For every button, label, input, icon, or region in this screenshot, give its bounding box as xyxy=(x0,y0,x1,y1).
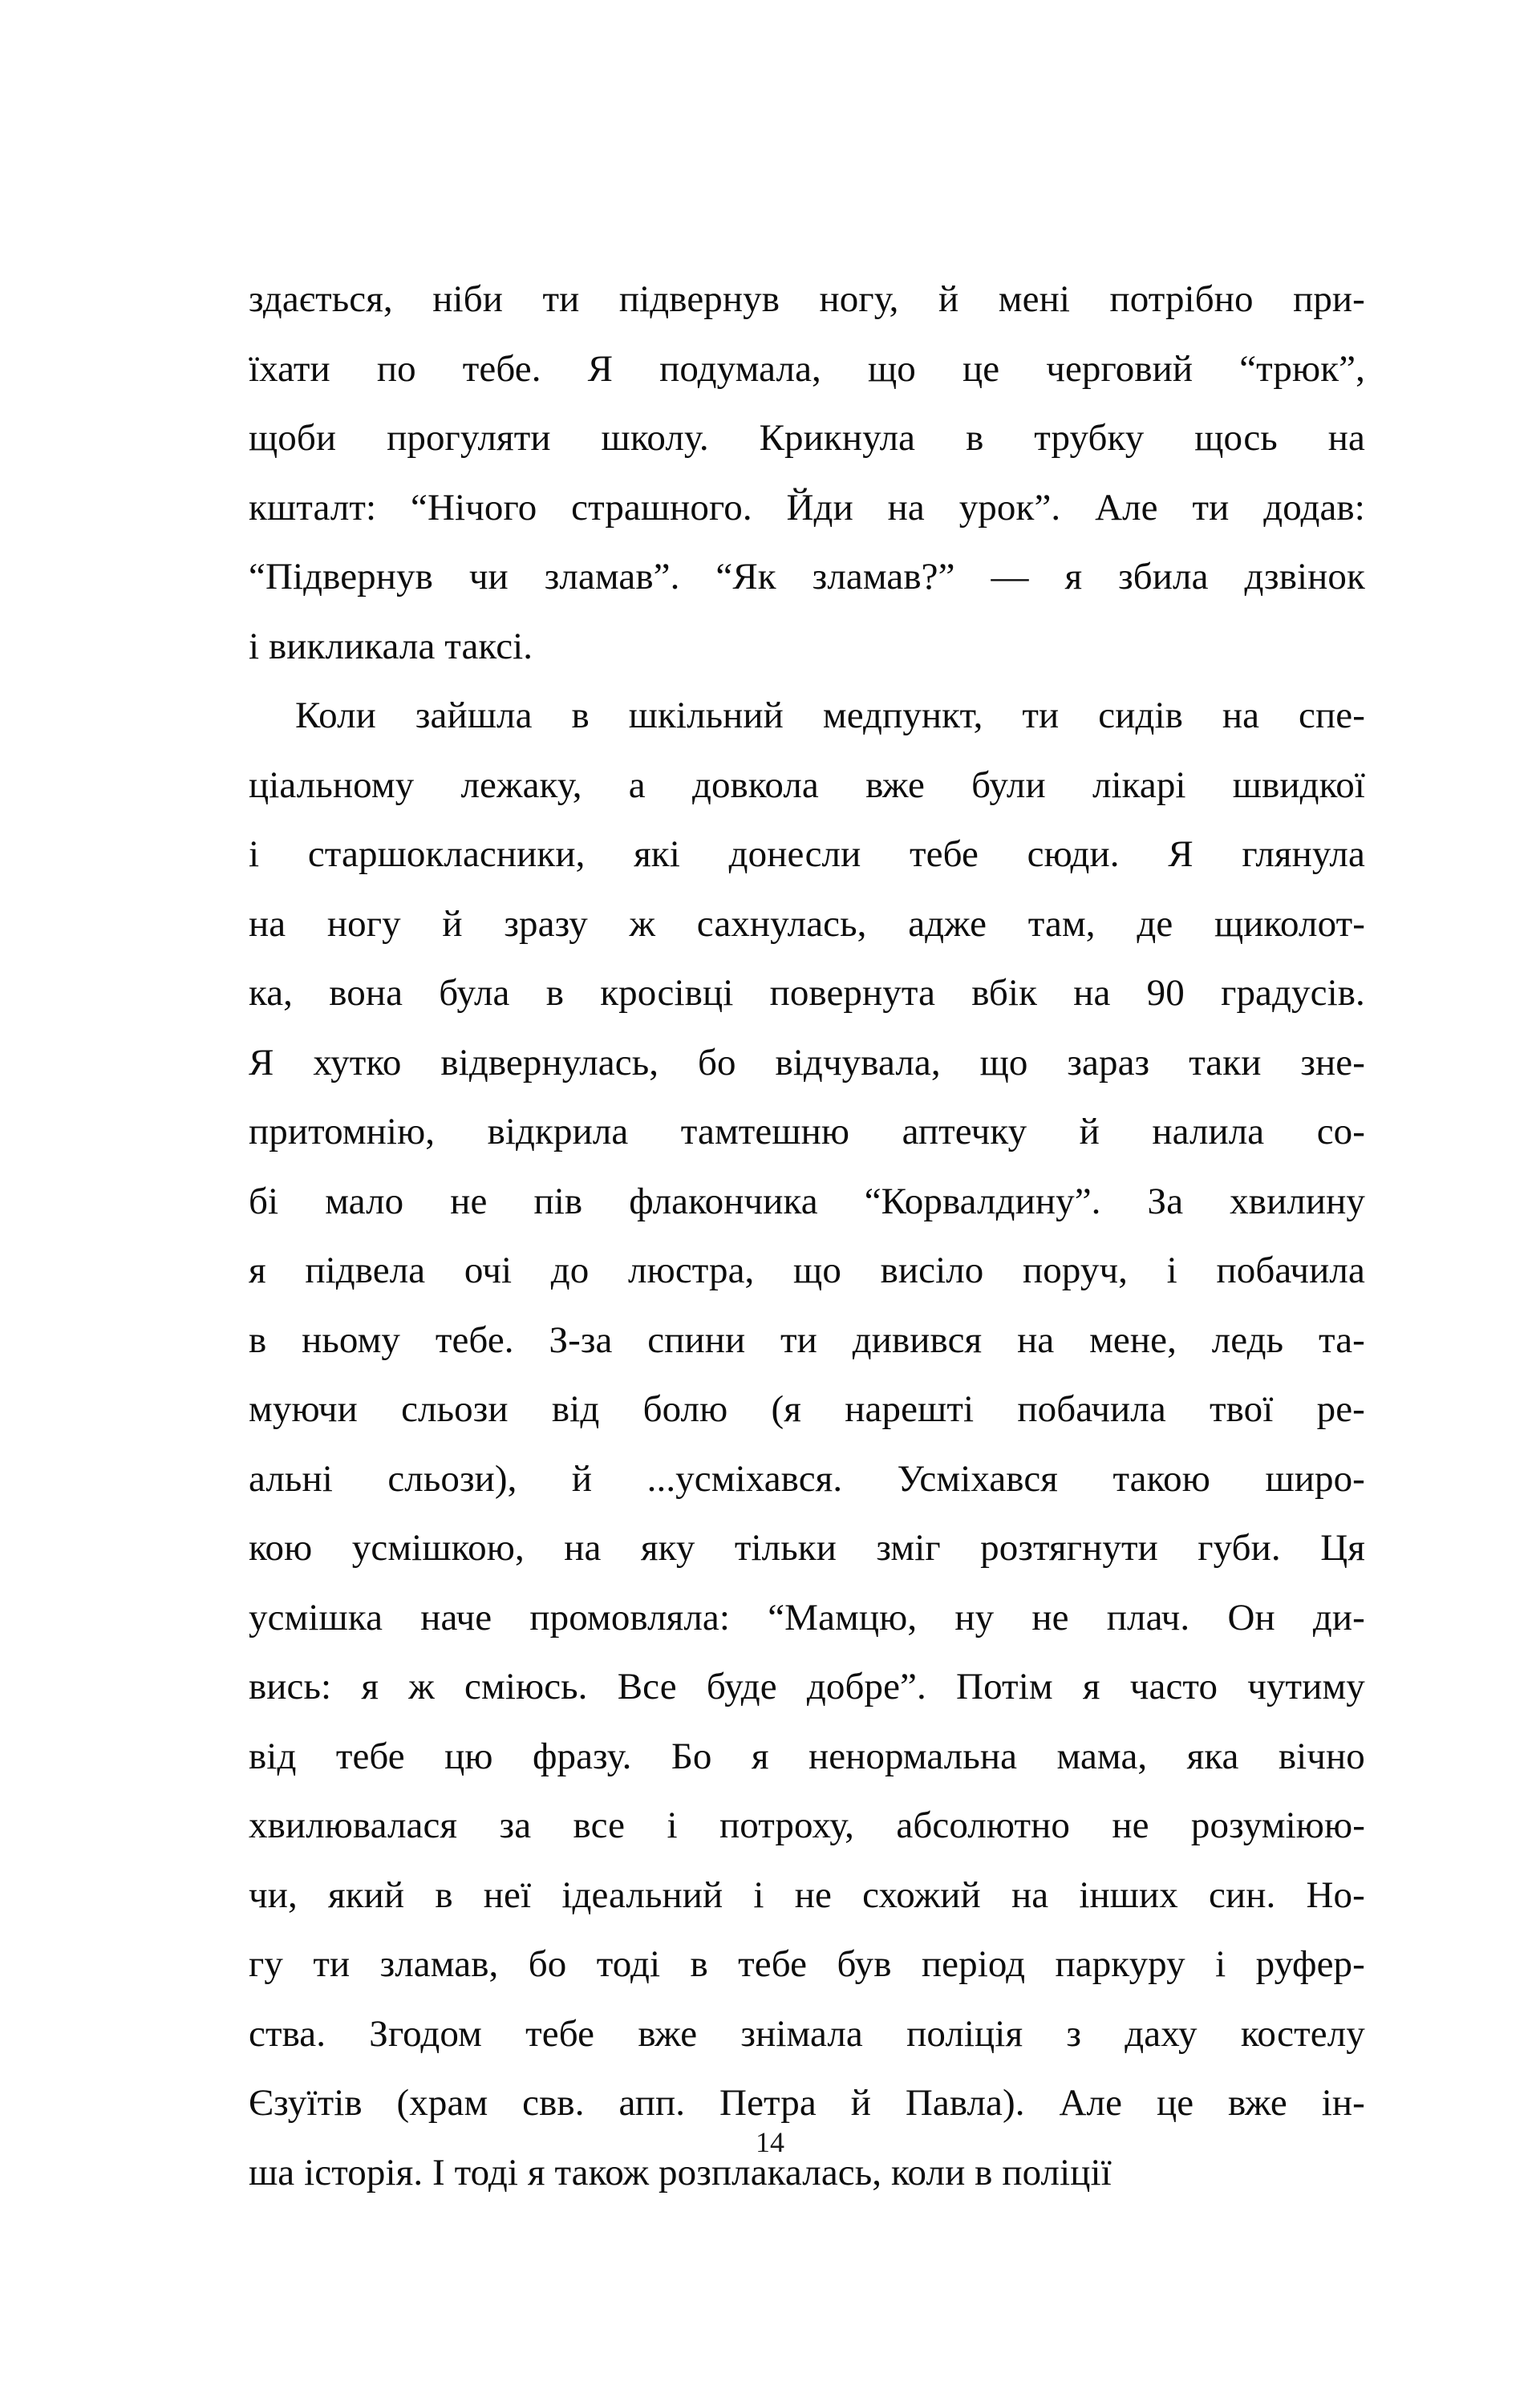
text-line xyxy=(249,1306,1365,1375)
text-line xyxy=(249,1999,1365,2069)
text-word: а xyxy=(628,764,646,806)
text-word: спини xyxy=(647,1319,746,1361)
text-word: зламав”. xyxy=(544,556,680,597)
text-word: урок”. xyxy=(958,486,1061,529)
text-word: Я xyxy=(587,347,614,390)
text-word: Крикнула xyxy=(759,417,916,459)
text-line xyxy=(249,681,1365,751)
text-word: ...усміхався. xyxy=(646,1457,843,1500)
text-word: швидкої xyxy=(1232,764,1365,806)
text-word: син. xyxy=(1209,1873,1276,1916)
text-line xyxy=(249,1097,1365,1167)
text-word: очі xyxy=(464,1250,513,1291)
text-word: кою xyxy=(249,1527,313,1569)
text-word: “Корвалдину”. xyxy=(864,1180,1101,1222)
text-word: пів xyxy=(533,1180,583,1222)
text-word: притомнію, xyxy=(249,1111,436,1152)
text-word: в xyxy=(690,1943,708,1985)
text-word: тамтешню xyxy=(680,1111,850,1152)
text-line xyxy=(249,1444,1365,1514)
text-word: був xyxy=(837,1943,892,1985)
text-word: і xyxy=(1215,1943,1226,1985)
text-word: Все xyxy=(617,1666,677,1707)
text-word: тоді xyxy=(596,1943,661,1985)
text-word: спе- xyxy=(1299,695,1365,736)
text-word: схожий xyxy=(862,1873,981,1916)
text-word: хвилину xyxy=(1230,1180,1365,1222)
text-line xyxy=(249,1930,1365,1999)
text-word: я xyxy=(751,1735,769,1777)
text-word: не xyxy=(1112,1805,1149,1846)
text-word: і xyxy=(1166,1250,1177,1291)
text-line xyxy=(249,1375,1365,1444)
text-word: в xyxy=(571,695,590,736)
text-line xyxy=(249,473,1365,543)
text-word: здається, xyxy=(249,278,393,320)
text-word: тебе. xyxy=(462,347,541,390)
text-word: кросівці xyxy=(600,972,734,1014)
text-word: який xyxy=(328,1873,405,1916)
text-word: Але xyxy=(1059,2082,1123,2124)
text-word: За xyxy=(1147,1180,1184,1222)
text-word: сидів xyxy=(1098,695,1183,736)
text-word: ства. xyxy=(249,2012,326,2055)
text-word: щоби xyxy=(249,417,337,459)
text-word: Потім xyxy=(956,1666,1053,1707)
text-word: неї xyxy=(483,1873,532,1916)
text-word: сльози), xyxy=(387,1457,517,1500)
text-word: буде xyxy=(706,1666,777,1707)
text-word: ін- xyxy=(1321,2082,1365,2124)
text-word: в xyxy=(966,417,984,459)
text-word: дзвінок xyxy=(1244,556,1365,597)
text-word: прогуляти xyxy=(387,417,551,459)
text-word: в xyxy=(435,1873,453,1916)
text-word: Я xyxy=(1168,833,1194,875)
text-word: їхати xyxy=(249,347,330,390)
text-word: ньому xyxy=(302,1319,401,1361)
text-word: дивився xyxy=(852,1319,983,1361)
text-word: лежаку, xyxy=(460,764,582,806)
text-word: та- xyxy=(1319,1319,1365,1361)
text-word: що xyxy=(793,1250,841,1291)
text-word: со- xyxy=(1316,1111,1365,1152)
text-word: інших xyxy=(1079,1873,1178,1916)
text-word: я xyxy=(249,1250,266,1291)
text-word: аптечку xyxy=(902,1111,1027,1152)
text-line xyxy=(249,1722,1365,1792)
text-word: школу. xyxy=(601,417,709,459)
text-word: хвилювалася xyxy=(249,1805,458,1846)
text-word: сюди. xyxy=(1027,833,1120,875)
text-word: нарешті xyxy=(845,1388,975,1430)
text-word: Он xyxy=(1227,1596,1275,1639)
text-word: чи, xyxy=(249,1873,298,1916)
text-word: вона xyxy=(329,972,403,1014)
text-line xyxy=(249,265,1365,334)
text-word: плач. xyxy=(1106,1596,1190,1639)
text-word: ненормальна xyxy=(808,1735,1018,1777)
text-word: в xyxy=(249,1319,267,1361)
text-word: на xyxy=(1222,695,1260,736)
text-word: усмішкою, xyxy=(351,1527,525,1569)
text-line xyxy=(249,542,1365,612)
text-word: до xyxy=(550,1250,590,1291)
text-word: від xyxy=(551,1388,600,1430)
text-word: тебе. xyxy=(435,1319,514,1361)
text-word: чутиму xyxy=(1247,1666,1365,1707)
text-word: мало xyxy=(325,1180,404,1222)
text-word: бі xyxy=(249,1180,279,1222)
text-word: щиколот- xyxy=(1214,902,1365,945)
text-word: тебе xyxy=(910,833,979,875)
text-word: страшного. xyxy=(571,486,752,529)
text-word: руфер- xyxy=(1255,1943,1365,1985)
text-word: відвернулась, xyxy=(440,1041,659,1084)
text-word: (храм xyxy=(396,2082,488,2124)
text-word: відчувала, xyxy=(775,1041,941,1084)
text-word: паркуру xyxy=(1055,1943,1185,1985)
text-word: донесли xyxy=(728,833,861,875)
text-word: промовляла: xyxy=(529,1596,731,1639)
text-line xyxy=(249,820,1365,889)
text-word: чи xyxy=(468,556,509,597)
text-word: і xyxy=(249,833,260,875)
text-word: довкола xyxy=(691,764,819,806)
text-word: і xyxy=(667,1805,678,1846)
text-word: в xyxy=(545,972,565,1014)
text-word: що xyxy=(867,347,916,390)
text-word: при- xyxy=(1293,278,1365,320)
text-word: болю xyxy=(642,1388,728,1430)
text-word: адже xyxy=(908,902,987,945)
text-word: усмішка xyxy=(249,1596,383,1639)
text-word: які xyxy=(634,833,680,875)
text-word: ти xyxy=(542,278,580,320)
text-line xyxy=(249,1652,1365,1722)
text-word: це xyxy=(1156,2082,1194,2124)
text-line xyxy=(249,1028,1365,1098)
text-word: фразу. xyxy=(532,1735,632,1777)
text-word: на xyxy=(1073,972,1111,1014)
text-word: Я xyxy=(249,1041,274,1084)
text-word: ж xyxy=(629,902,656,945)
text-word: черговий xyxy=(1046,347,1194,390)
text-word: підвела xyxy=(305,1250,426,1291)
text-word: на xyxy=(1011,1873,1049,1916)
text-word: — xyxy=(991,556,1029,597)
text-line xyxy=(249,403,1365,473)
text-word: де xyxy=(1137,902,1173,945)
text-word: медпункт, xyxy=(822,695,983,736)
text-word: “трюк”, xyxy=(1239,347,1365,390)
text-word: ди- xyxy=(1312,1596,1365,1639)
text-word: це xyxy=(962,347,1000,390)
text-word: зайшла xyxy=(415,695,533,736)
text-word: зне- xyxy=(1300,1041,1365,1084)
text-word: я xyxy=(361,1666,379,1707)
text-line xyxy=(249,1791,1365,1861)
text-word: вже xyxy=(638,2012,698,2055)
text-word: цю xyxy=(444,1735,493,1777)
text-word: розуміюю- xyxy=(1190,1805,1365,1846)
text-word: наче xyxy=(420,1596,492,1639)
text-word: апп. xyxy=(618,2082,686,2124)
text-line xyxy=(249,889,1365,959)
text-word: люстра, xyxy=(628,1250,755,1291)
text-line xyxy=(249,1861,1365,1930)
text-word: тебе xyxy=(335,1735,405,1777)
text-word: на xyxy=(1327,417,1365,459)
text-word: “Як xyxy=(715,556,776,597)
text-word: тебе xyxy=(525,2012,595,2055)
text-word: з xyxy=(1066,2012,1082,2055)
text-word: на xyxy=(249,902,286,945)
text-word: відкрила xyxy=(487,1111,629,1152)
text-word: старшокласники, xyxy=(307,833,586,875)
text-word: вись: xyxy=(249,1666,332,1707)
text-word: Коли xyxy=(295,695,376,736)
text-line: ша історія. І тоді я також розплакалась, коли в поліції xyxy=(249,2151,1112,2193)
text-word: флакончика xyxy=(629,1180,818,1222)
text-word: ногу, xyxy=(819,278,899,320)
text-word: хутко xyxy=(313,1041,402,1084)
text-word: вічно xyxy=(1278,1735,1365,1777)
page-number: 14 xyxy=(756,2126,784,2158)
text-word: я xyxy=(1064,556,1083,597)
text-word: “Нічого xyxy=(411,486,537,529)
text-word: ну xyxy=(954,1596,995,1639)
text-word: ти xyxy=(313,1943,351,1985)
text-word: все xyxy=(573,1805,626,1846)
text-word: збила xyxy=(1118,556,1209,597)
text-word: тебе xyxy=(738,1943,808,1985)
text-word: “Мамцю, xyxy=(768,1596,918,1639)
text-word: побачила xyxy=(1216,1250,1365,1291)
text-word: вже xyxy=(865,764,925,806)
text-word: вже xyxy=(1228,2082,1287,2124)
text-word: потроху, xyxy=(719,1805,855,1846)
text-word: 90 xyxy=(1146,972,1185,1014)
text-word: З-за xyxy=(549,1319,613,1361)
text-word: ідеальний xyxy=(561,1873,723,1916)
text-word: були xyxy=(971,764,1046,806)
text-word: розтягнути xyxy=(980,1527,1158,1569)
text-word: Бо xyxy=(671,1735,712,1777)
text-word: на xyxy=(1017,1319,1055,1361)
text-line xyxy=(249,958,1365,1028)
text-word: ре- xyxy=(1316,1388,1365,1430)
text-word: яка xyxy=(1186,1735,1239,1777)
text-word: широ- xyxy=(1265,1457,1365,1500)
text-word: твої xyxy=(1210,1388,1274,1430)
text-word: за xyxy=(499,1805,532,1846)
text-word: зразу xyxy=(504,902,588,945)
text-word: Но- xyxy=(1306,1873,1365,1916)
text-word: ка, xyxy=(249,972,294,1014)
text-word: Єзуїтів xyxy=(249,2082,363,2124)
text-line xyxy=(249,1583,1365,1653)
text-word: мене, xyxy=(1089,1319,1177,1361)
text-word: альні xyxy=(249,1457,333,1500)
text-word: “Підвернув xyxy=(249,556,433,597)
text-word: абсолютно xyxy=(896,1805,1070,1846)
text-word: зламав?” xyxy=(812,556,955,597)
text-word: була xyxy=(439,972,510,1014)
text-word: часто xyxy=(1129,1666,1218,1707)
text-word: даху xyxy=(1125,2012,1198,2055)
text-word: сахнулась, xyxy=(696,902,867,945)
text-word: й xyxy=(571,1457,593,1500)
text-word: глянула xyxy=(1242,833,1365,875)
text-word: шкільний xyxy=(628,695,784,736)
text-word: Петра xyxy=(719,2082,817,2124)
text-line xyxy=(249,1167,1365,1237)
text-word: градусів. xyxy=(1221,972,1365,1014)
text-word: додав: xyxy=(1263,486,1365,529)
text-word: костелу xyxy=(1240,2012,1365,2055)
text-word: й xyxy=(850,2082,871,2124)
text-word: Павла). xyxy=(905,2082,1025,2124)
text-word: Усміхався xyxy=(897,1457,1059,1500)
text-word: потрібно xyxy=(1109,278,1254,320)
text-word: (я xyxy=(771,1388,802,1430)
text-word: вбік xyxy=(971,972,1038,1014)
text-word: і xyxy=(753,1873,764,1916)
text-word: сміюсь. xyxy=(464,1666,588,1707)
text-word: підвернув xyxy=(618,278,780,320)
text-word: зараз xyxy=(1067,1041,1150,1084)
text-word: повернута xyxy=(769,972,936,1014)
text-word: мама, xyxy=(1056,1735,1148,1777)
text-word: свв. xyxy=(522,2082,585,2124)
text-word: Згодом xyxy=(369,2012,482,2055)
text-word: сльози xyxy=(401,1388,509,1430)
text-word: трубку xyxy=(1034,417,1145,459)
text-line: і викликала таксі. xyxy=(249,625,533,667)
text-word: лікарі xyxy=(1092,764,1186,806)
text-word: Але xyxy=(1095,486,1158,529)
text-word: кшталт: xyxy=(249,486,377,529)
text-word: подумала, xyxy=(659,347,821,390)
text-line xyxy=(249,751,1365,820)
text-word: висіло xyxy=(880,1250,984,1291)
text-word: такою xyxy=(1112,1457,1210,1500)
text-word: й xyxy=(442,902,463,945)
text-line xyxy=(249,1236,1365,1306)
text-word: що xyxy=(979,1041,1028,1084)
text-word: на xyxy=(887,486,925,529)
text-word: добре”. xyxy=(806,1666,926,1707)
text-word: губи. xyxy=(1198,1527,1281,1569)
text-word: Йди xyxy=(786,486,853,529)
text-word: поліція xyxy=(906,2012,1023,2055)
text-word: ногу xyxy=(326,902,401,945)
text-word: таки xyxy=(1189,1041,1262,1084)
text-word: ціальному xyxy=(249,764,415,806)
text-word: тільки xyxy=(734,1527,837,1569)
text-word: період xyxy=(921,1943,1026,1985)
text-word: зміг xyxy=(876,1527,941,1569)
text-word: ніби xyxy=(432,278,503,320)
text-word: ти xyxy=(780,1319,817,1361)
text-word: ти xyxy=(1192,486,1230,529)
text-word: від xyxy=(249,1735,297,1777)
text-word: Ця xyxy=(1320,1527,1365,1569)
text-word: бо xyxy=(697,1041,736,1084)
text-line xyxy=(249,1513,1365,1583)
text-word: по xyxy=(376,347,416,390)
text-word: налила xyxy=(1152,1111,1265,1152)
text-word: муючи xyxy=(249,1388,358,1430)
text-word: ледь xyxy=(1211,1319,1284,1361)
text-word: побачила xyxy=(1017,1388,1166,1430)
text-word: я xyxy=(1082,1666,1100,1707)
text-word: бо xyxy=(528,1943,567,1985)
text-word: мені xyxy=(998,278,1070,320)
text-word: поруч, xyxy=(1023,1250,1129,1291)
text-word: й xyxy=(1079,1111,1100,1152)
text-word: не xyxy=(450,1180,488,1222)
text-word: зламав, xyxy=(379,1943,499,1985)
text-word: на xyxy=(564,1527,602,1569)
text-word: яку xyxy=(640,1527,695,1569)
text-word: щось xyxy=(1194,417,1278,459)
text-line xyxy=(249,334,1365,404)
text-word: й xyxy=(938,278,959,320)
text-word: не xyxy=(794,1873,832,1916)
text-word: знімала xyxy=(740,2012,863,2055)
text-word: гу xyxy=(249,1943,283,1985)
text-word: не xyxy=(1031,1596,1069,1639)
page-body-text xyxy=(249,265,1365,2207)
text-word: ж xyxy=(408,1666,435,1707)
text-word: ти xyxy=(1022,695,1060,736)
text-word: там, xyxy=(1027,902,1096,945)
